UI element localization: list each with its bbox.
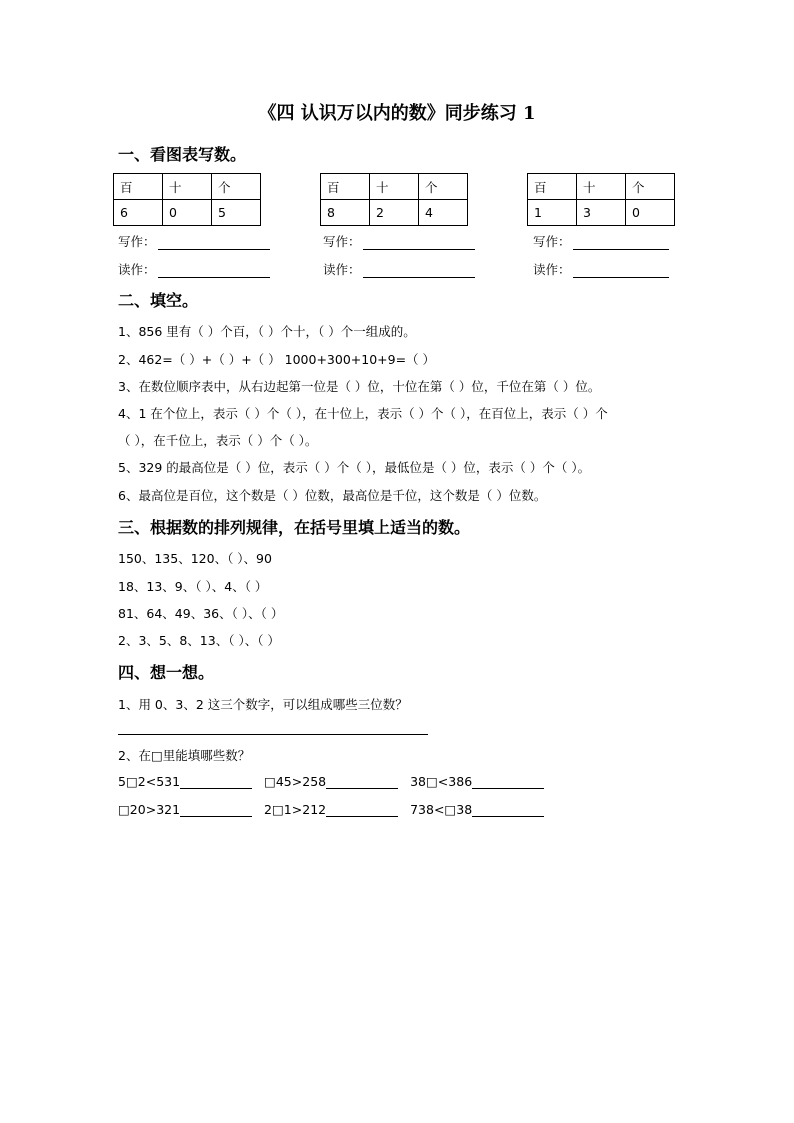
question-line: 1、用 0、3、2 这三个数字，可以组成哪些三位数？: [118, 697, 408, 712]
inequality-item: □45>258: [264, 774, 327, 789]
sequence-line: 2、3、5、8、13、（ ）、（ ）: [118, 633, 280, 648]
sequence-line: 81、64、49、36、（ ）、（ ）: [118, 606, 284, 621]
table-header-cell: 个: [212, 174, 261, 200]
question-line: 2、在□里能填哪些数？: [118, 748, 251, 763]
section3-heading: 三、根据数的排列规律，在括号里填上适当的数。: [118, 518, 471, 537]
section4-heading: 四、想一想。: [118, 663, 215, 682]
read-answer-2: [323, 260, 475, 278]
table-value-cell: 6: [114, 200, 163, 226]
read-blank[interactable]: [158, 264, 270, 278]
table-value-cell: 0: [163, 200, 212, 226]
table-header-cell: 十: [577, 174, 626, 200]
table-header-cell: 十: [370, 174, 419, 200]
write-blank[interactable]: [363, 236, 475, 250]
table-header-cell: 百: [114, 174, 163, 200]
section1-heading: 一、看图表写数。: [118, 145, 247, 164]
inequality-row-1: [118, 774, 552, 789]
table-value-cell: 0: [626, 200, 675, 226]
question-line: 1、856 里有（ ）个百，（ ）个十，（ ）个一组成的。: [118, 324, 416, 339]
table-header-cell: 百: [321, 174, 370, 200]
question-line: （ ），在千位上，表示（ ）个（ ）。: [118, 433, 318, 448]
read-label: 读作：: [323, 262, 361, 277]
question-line: 6、最高位是百位，这个数是（ ）位数，最高位是千位，这个数是（ ）位数。: [118, 488, 547, 503]
inequality-item: 2□1>212: [264, 802, 327, 817]
sequence-line: 150、135、120、（ ）、90: [118, 551, 272, 566]
read-label: 读作：: [118, 262, 156, 277]
write-blank[interactable]: [158, 236, 270, 250]
question-line: 5、329 的最高位是（ ）位，表示（ ）个（ ），最低位是（ ）位，表示（ ）个（ ）。: [118, 460, 591, 475]
answer-blank[interactable]: [180, 776, 252, 789]
question-line: 3、在数位顺序表中，从右边起第一位是（ ）位，十位在第（ ）位，千位在第（ ）位。: [118, 379, 601, 394]
table-header-cell: 个: [419, 174, 468, 200]
question-line: 4、1 在个位上，表示（ ）个（ ），在十位上，表示（ ）个（ ），在百位上，表示（ ）个: [118, 406, 608, 421]
table-header-cell: 十: [163, 174, 212, 200]
table-value-cell: 1: [528, 200, 577, 226]
place-value-table-3: [527, 173, 675, 226]
inequality-item: □20>321: [118, 802, 181, 817]
table-value-cell: 2: [370, 200, 419, 226]
answer-blank[interactable]: [472, 776, 544, 789]
table-value-cell: 8: [321, 200, 370, 226]
write-answer-3: [533, 232, 669, 250]
place-value-table-2: [320, 173, 468, 226]
sequence-line: 18、13、9、（ ）、4、（ ）: [118, 579, 268, 594]
inequality-row-2: [118, 802, 552, 817]
inequality-item: 738<□38: [410, 802, 473, 817]
write-label: 写作：: [323, 234, 361, 249]
section2-heading: 二、填空。: [118, 291, 199, 310]
read-blank[interactable]: [363, 264, 475, 278]
question-line: 2、462=（ ）+（ ）+（ ） 1000+300+10+9=（ ）: [118, 352, 436, 367]
read-answer-1: [118, 260, 270, 278]
write-answer-1: [118, 232, 270, 250]
read-label: 读作：: [533, 262, 571, 277]
inequality-item: 38□<386: [410, 774, 473, 789]
write-answer-2: [323, 232, 475, 250]
answer-blank[interactable]: [326, 776, 398, 789]
write-label: 写作：: [533, 234, 571, 249]
answer-blank[interactable]: [472, 804, 544, 817]
table-header-cell: 百: [528, 174, 577, 200]
write-label: 写作：: [118, 234, 156, 249]
table-value-cell: 5: [212, 200, 261, 226]
read-blank[interactable]: [573, 264, 669, 278]
page-title: 《四 认识万以内的数》同步练习 1: [258, 103, 536, 124]
table-header-cell: 个: [626, 174, 675, 200]
table-value-cell: 4: [419, 200, 468, 226]
inequality-item: 5□2<531: [118, 774, 181, 789]
answer-line[interactable]: [118, 734, 428, 735]
answer-blank[interactable]: [180, 804, 252, 817]
table-value-cell: 3: [577, 200, 626, 226]
write-blank[interactable]: [573, 236, 669, 250]
place-value-table-1: [113, 173, 261, 226]
answer-blank[interactable]: [326, 804, 398, 817]
read-answer-3: [533, 260, 669, 278]
